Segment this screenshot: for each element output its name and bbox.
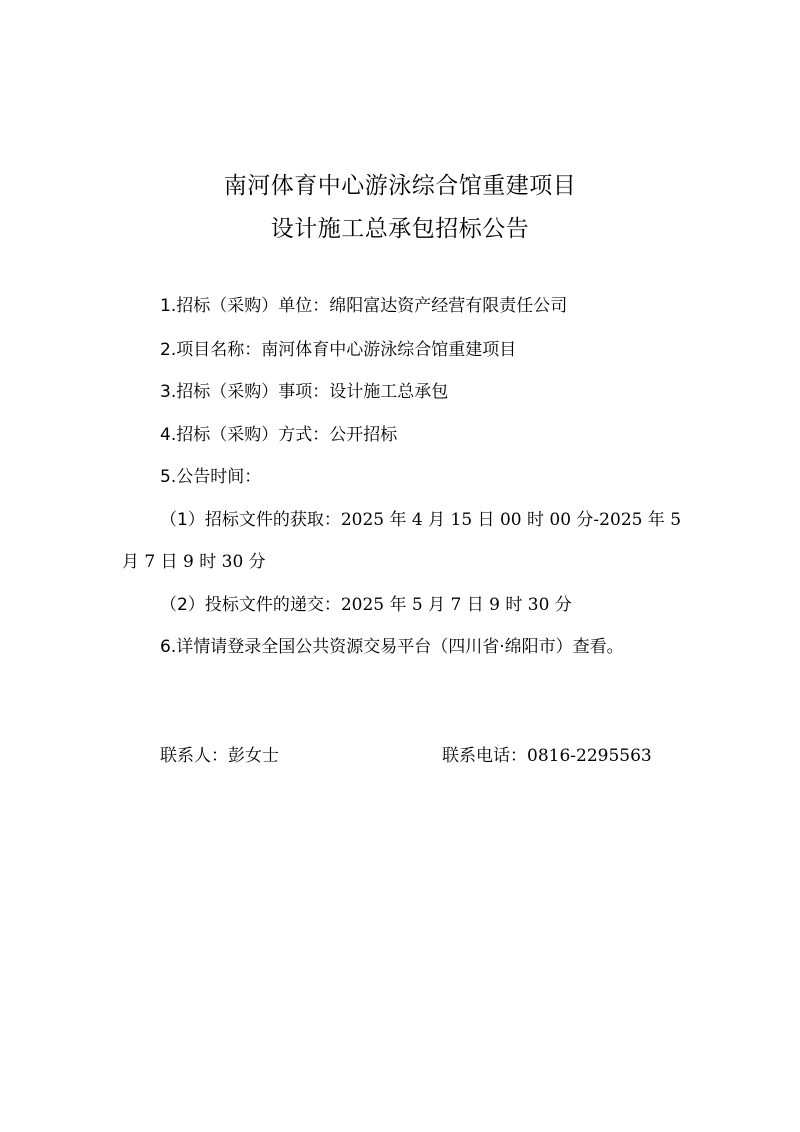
announcement-title-line2: 设计施工总承包招标公告 <box>270 216 530 242</box>
item-details <box>160 636 624 658</box>
schedule-acquire-continued <box>122 551 266 573</box>
item-label: 1.招标（采购）单位： <box>160 296 330 316</box>
schedule-submit <box>160 594 572 616</box>
contact-phone: 联系电话：0816-2295563 <box>442 746 652 766</box>
item-label: 2.项目名称： <box>160 340 262 360</box>
announcement-title-line1: 南河体育中心游泳综合馆重建项目 <box>223 173 577 199</box>
schedule-submit-label: （2）投标文件的递交： <box>160 595 341 615</box>
item-project-name <box>160 339 516 361</box>
item-tendering-matter <box>160 381 448 403</box>
details-text: 6.详情请登录全国公共资源交易平台（四川省·绵阳市）查看。 <box>160 637 624 657</box>
item-value: 南河体育中心游泳综合馆重建项目 <box>261 340 517 360</box>
item-label: 5.公告时间： <box>160 467 262 487</box>
item-value: 绵阳富达资产经营有限责任公司 <box>329 296 568 316</box>
item-value: 设计施工总承包 <box>329 382 449 402</box>
schedule-acquire-label: （1）招标文件的获取： <box>160 510 341 530</box>
schedule-acquire <box>160 509 681 531</box>
item-label: 3.招标（采购）事项： <box>160 382 330 402</box>
item-tendering-method <box>160 424 397 446</box>
schedule-acquire-value-continued: 月 7 日 9 时 30 分 <box>122 552 266 572</box>
schedule-acquire-value: 2025 年 4 月 15 日 00 时 00 分-2025 年 5 <box>340 510 682 530</box>
contact-person: 联系人：彭女士 <box>160 746 279 766</box>
item-label: 4.招标（采购）方式： <box>160 425 330 445</box>
item-announcement-time <box>160 466 261 488</box>
schedule-submit-value: 2025 年 5 月 7 日 9 时 30 分 <box>340 595 572 615</box>
item-value: 公开招标 <box>329 425 398 445</box>
item-tendering-unit <box>160 295 567 317</box>
